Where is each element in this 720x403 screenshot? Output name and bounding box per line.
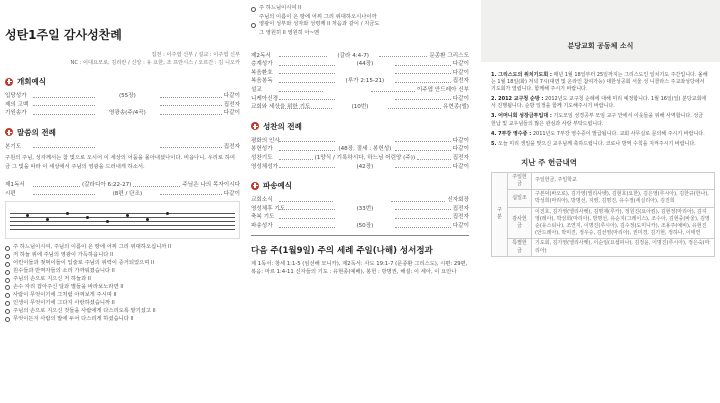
gloria-line: 그 영원히 ll 영원히 아~멘 — [259, 30, 320, 37]
table-row — [492, 207, 715, 239]
row-detail: (갈라 4:4-7) — [337, 52, 369, 59]
order-row — [251, 77, 469, 86]
circle-icon — [5, 270, 10, 275]
news-item: 1. 그리스도의 위치기도회 : 매년 1월 18일부터 25일까지는 그리스도인 일치기도 주간입니다. 올해는 1월 18일(화) 저녁 7시(대면 및 온라인 참여가능) 대한성공회 서울 성 니콜라스 주교좌성당에서 기도회가 열립니다. 함께해 주시기 바랍니다. — [491, 72, 708, 93]
page-title: 성탄1주일 감사성찬례 — [5, 28, 122, 42]
row-detail: (42장) — [356, 163, 374, 170]
circle-icon — [5, 262, 10, 267]
row-leader: 이주엽 안드레아 신부 — [416, 87, 470, 93]
order-row — [251, 103, 469, 112]
psalm-verse: 주 하느님이시여, 주님의 이름이 온 땅에 어찌 그리 위대하오십니까 ll — [5, 244, 240, 252]
news-item: 4. 7부강 영수증 : 2011년도 7부강 영수증이 발급됩니다. 교회 사무실로 문의해 주시기 바랍니다. — [491, 130, 705, 137]
order-row — [251, 52, 469, 61]
circle-icon — [5, 285, 10, 290]
row-label: 봉헌성가 — [251, 146, 273, 153]
row-leader: 다같이 — [452, 95, 469, 102]
row-leader: 집전자 — [223, 101, 240, 108]
circle-icon — [5, 309, 10, 314]
offering-type: 십일조 — [508, 190, 532, 207]
gloria-patri: 영광이 성부와 성자와 성령께 ll 처음과 같이 / 지금도 — [251, 21, 469, 29]
row-leader: 집전자 — [452, 154, 469, 161]
psalm-verse: 주님의 손으로 지으신 저 하늘과 ll — [5, 276, 240, 284]
row-leader: 집전자 — [452, 205, 469, 212]
cross-icon — [5, 128, 13, 136]
row-leader: 집전자 — [223, 143, 240, 150]
row-label: 영성체후 기도 — [251, 205, 286, 212]
row-detail — [97, 143, 159, 152]
officiant-credit: 집전 : 이주엽 신부 / 설교 : 이주엽 신부 — [151, 52, 240, 58]
circle-icon — [5, 301, 10, 306]
row-leader: 다같이 — [223, 93, 240, 99]
psalm-verse: 무엇이든지 사람의 발에 두어 다스리게 하셨습니다 ll — [5, 316, 240, 324]
order-row — [251, 154, 469, 163]
news-list — [481, 62, 720, 148]
row-label: 성찬기도 — [251, 154, 273, 161]
row-label: 제2독서 — [251, 52, 271, 59]
row-detail: (44장) — [356, 61, 374, 68]
row-leader: 다같이 — [452, 69, 469, 76]
news-item: 5. 오늘 미리 생일을 맞으신 교우님께 축하드립니다. 코로나 방역 수칙을 지켜주시기 바랍니다. — [491, 140, 696, 147]
psalm-verse: 원수들과 반역자들의 소리 가까워졌습니다 ll — [5, 268, 240, 276]
row-leader: 다같이 — [452, 146, 469, 153]
order-row — [251, 145, 469, 154]
row-leader: 신자회장 — [447, 197, 469, 204]
music-score — [5, 201, 240, 239]
row-leader: 집전자 — [452, 214, 469, 221]
psalm-verse: 손수 자리 잡아주신 달과 별들을 바라보노라면 ll — [5, 284, 240, 292]
row-detail — [335, 196, 389, 205]
row-detail — [97, 101, 159, 110]
offering-names: 이진호, 김가영(엘리사벳), 김명제(루카), 정원진(요아킴), 김현정(마리아), 김지영(레아), 박성희(마리아), 방명선, 유순지(그레이스), 조수아, 김현중(바울), 김영순(유스티나), 조연지, 이명진(루시아), 김수정(도미니카), 조용주(예비), 유현진(안드레아), 박미진, 정우승, 김선영(마리아), 권미경, 김기현, 정하나, 이태연 — [532, 207, 715, 239]
order-row — [251, 60, 469, 69]
offering-names: 주일헌금, 주일학교 — [532, 172, 715, 189]
row-label: 영성체성가 — [251, 163, 279, 170]
group-cell: 구분 — [492, 172, 508, 256]
row-label: 파송성가 — [251, 222, 273, 229]
right-column — [481, 0, 720, 403]
order-row — [5, 109, 240, 118]
psalm-verse: 저 하늘 위에 주님의 영광이 가득하옵니다 ll — [5, 252, 240, 260]
circle-icon — [5, 254, 10, 259]
row-label: 설교 — [251, 87, 262, 93]
row-detail: (1양식 / 기록하시다, 하느님 어린양 (주)) — [314, 154, 416, 161]
order-row — [5, 101, 240, 110]
psalm-verse: 주님의 손으로 지으신 것들을 사람에게 다스리도록 맡기셨고 ll — [5, 308, 240, 316]
offering-type: 주일헌금 — [508, 172, 532, 189]
row-leader: 주님은 나의 목자이시다 — [182, 182, 240, 189]
row-label: 층계성가 — [251, 61, 273, 68]
row-label: 기원송가 — [5, 110, 27, 117]
row-detail: (48장, 절세 : 봉헌성) — [338, 146, 392, 153]
row-detail: (33번) — [356, 205, 374, 212]
row-leader: 집전자 — [452, 78, 469, 85]
ministers-credit: NC : 이대요모로, 김리란 / 신앙 : 유 요한, 조 프란시스 / 오르간 : 김 니오카 — [70, 60, 240, 66]
offering-names: 구본덕(바오로), 김가영(엘리사벳), 김현호(요한), 김은영(루시아), 김한규(한나), 박성희(마리아), 방명선, 지영, 김명진, 유수정(세실리아), 김진희 — [532, 190, 715, 207]
row-leader: 다같이 — [452, 222, 469, 229]
section-word: 말씀의 전례 — [5, 127, 240, 138]
order-row — [251, 163, 469, 172]
offering-table — [491, 172, 715, 257]
row-label: 평화의 인사 — [251, 137, 280, 144]
row-leader: 다같이 — [452, 163, 469, 170]
section-opening: 개회예식 — [5, 76, 240, 87]
psalm-verse: 사람이 무엇이기에 그처럼 아껴보게 주시며 ll — [5, 292, 240, 300]
row-label: 복음환호 — [251, 69, 273, 76]
left-column — [0, 0, 246, 403]
collect-prayer: 구원의 주님, 성자께서는 참 빛으로 오시어 이 세상의 어둠을 몰아내셨나이다. 비옵나니, 우리로 하여금 그 빛을 따라 이 세상에서 주님의 영광을 드러내게 하소서. — [5, 155, 235, 170]
circle-icon — [5, 317, 10, 322]
cross-icon — [251, 122, 259, 130]
row-detail: (55장) — [118, 93, 136, 99]
row-label: 입당성가 — [5, 93, 27, 99]
middle-column — [248, 0, 475, 403]
circle-icon — [5, 278, 10, 283]
order-row — [251, 196, 469, 205]
row-leader: 다같이 — [223, 110, 240, 117]
cross-icon — [5, 78, 13, 86]
row-detail — [337, 213, 393, 222]
row-detail — [337, 137, 393, 146]
news-header: 분당교회 공동체 소식 — [481, 0, 720, 62]
row-label: 시편 — [5, 190, 16, 197]
row-label: 교회와 세상을 위한 기도 — [251, 104, 311, 111]
order-row — [251, 213, 469, 222]
row-label: 제1독서 — [5, 182, 25, 189]
psalm-refrain: 주 하느님이시여 ll — [251, 5, 469, 13]
row-leader: 다같이 — [223, 190, 240, 197]
row-detail: (갈라디아 6:22-27) — [81, 182, 132, 189]
order-row — [251, 222, 469, 231]
order-row — [251, 69, 469, 78]
order-row — [251, 205, 469, 214]
order-row — [5, 143, 240, 152]
row-label: 제의 고백 — [5, 101, 29, 108]
offering-type: 특별헌금 — [508, 239, 532, 256]
order-row — [251, 86, 469, 95]
row-label: 니케아신경 — [251, 95, 279, 102]
row-leader: 유현종(엘) — [443, 104, 469, 111]
table-row — [492, 172, 715, 189]
offering-type: 감사헌금 — [508, 207, 532, 239]
row-detail: (8편 / 단조) — [112, 190, 143, 197]
row-detail: 영광송(주/4곡) — [108, 110, 146, 117]
row-leader: 다같이 — [452, 61, 469, 68]
section-dismissal: 파송예식 — [251, 180, 469, 191]
order-row — [251, 137, 469, 146]
psalm-line: 주님의 이름이 온 땅에 어찌 그리 위대하오시나이까 — [259, 13, 377, 20]
row-leader: 다같이 — [452, 137, 469, 144]
row-label: 축복 기도 — [251, 214, 275, 221]
news-item: 2. 2012 교구청 순방 : 2012년도 교구청 순례에 대해 미리 예정합니다. 1월 16일(일) 분당교회에서 진행됩니다. 순방 일정을 함께 기도해주시기 바랍니다. — [491, 96, 707, 110]
offering-title: 지난 주 헌금내역 — [521, 157, 577, 167]
cross-icon — [251, 182, 259, 190]
order-row — [251, 95, 469, 104]
next-week-title: 다음 주(1월9일) 주의 세례 주일(나해) 성서정과 — [251, 245, 433, 256]
table-row — [492, 239, 715, 256]
order-row — [5, 190, 240, 199]
section-eucharist: 성찬의 전례 — [251, 121, 469, 132]
row-detail — [337, 95, 393, 104]
table-row — [492, 190, 715, 207]
offering-names: 기도회, 김가영(엘리사벳), 이순임(요셉피나), 김정윤, 이명진(루시아), 정은숙(마리아) — [532, 239, 715, 256]
row-label: 복음봉독 — [251, 78, 273, 85]
row-leader: 문종환 그리스도 — [429, 52, 469, 59]
row-label: 본기도 — [5, 143, 22, 150]
psalm-verse: 인생이 무엇이기에 그다지 사랑하셨습니까 ll — [5, 300, 240, 308]
news-item: 3. 어머니회 성장금투입대 : 기도모임 성경공부 모임 교구 안에서 이웃들을 위해 사역합니다. 성금 헌납 및 교우님들의 많은 관심과 사랑 부탁드립니다. — [491, 113, 704, 127]
row-detail: (10번) — [351, 104, 369, 111]
row-detail: (50장) — [356, 222, 374, 229]
next-week-lectionary: 제 1독서: 창세 1:1-5 (임선해 모니카), 제2독서: 사도 19:1-7 (문종환 그리스도), 시편: 29편, 복음: 마르 1:4-11 신자들의 기도 : 유현종(예배), 봉헌 : 방명권, 해설: 이 세아, 이 요안나 — [251, 260, 468, 275]
circle-icon — [5, 246, 10, 251]
row-detail — [337, 69, 393, 78]
row-detail — [325, 86, 369, 95]
order-row — [5, 181, 240, 190]
row-detail: (루가 2:15-21) — [345, 78, 385, 85]
order-row — [5, 92, 240, 101]
circle-icon — [5, 293, 10, 298]
row-label: 교회소식 — [251, 197, 273, 204]
psalm-verse: 어린이들과 젖먹이들이 입술로 주님의 위력이 증거되었으며 ll — [5, 260, 240, 268]
